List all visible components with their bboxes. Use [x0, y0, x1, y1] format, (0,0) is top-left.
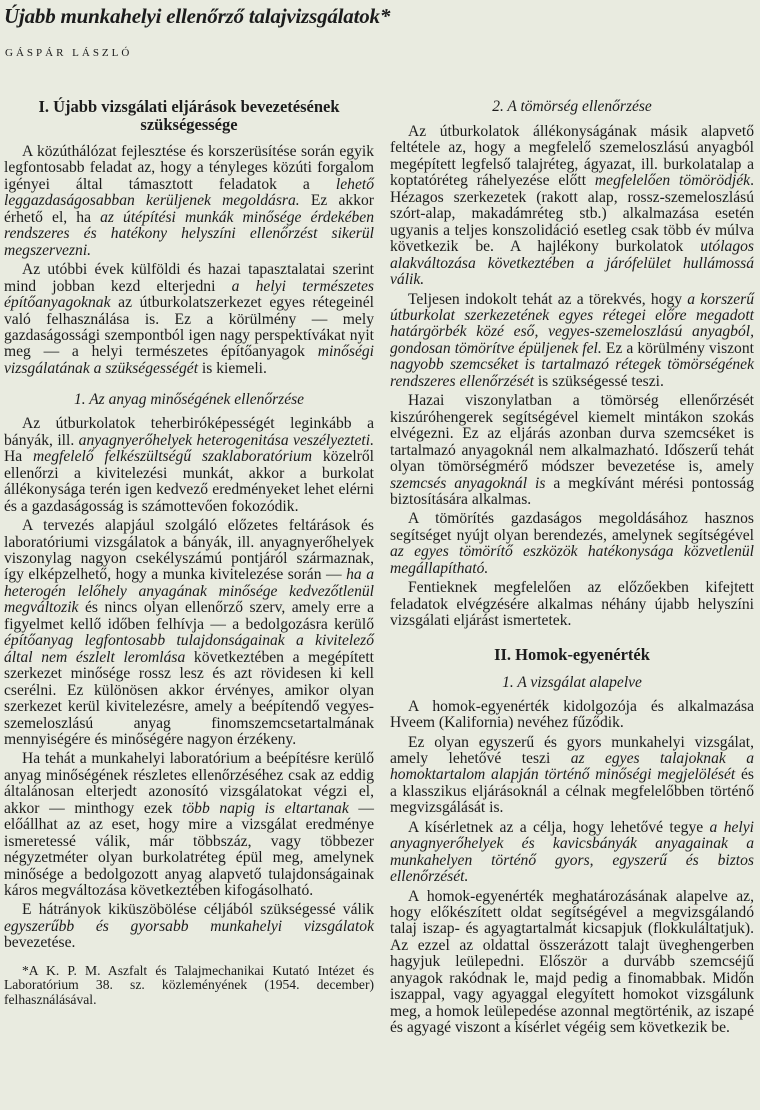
text-run: A kísérletnek az a célja, hogy lehetővé tegye	[408, 818, 710, 836]
paragraph	[4, 416, 374, 515]
text-run: Ez akkor érhető el, ha	[4, 192, 374, 226]
text-run: Az utóbbi évek külföldi és hazai tapasztalatai szerint mind jobban kezd elterjedni	[4, 261, 374, 295]
emphasis-text: a korszerű útburkolat szerkezetének egyes rétegei előre megadott határgörbék közé eső, vegyes-szemeloszlású anyagból, gondosan tömörítve épüljenek fel.	[390, 290, 754, 357]
text-run: Az útburkolatok állékonyságának másik alapvető feltétele az, hogy a megfelelő szemeloszlású anyagból megépített legfelső talajréteg, ágyazat, ill. burkolatalap a koptatóréteg ráhelyezése előtt	[390, 123, 754, 190]
text-run: az útburkolatszerkezet egyes rétegeinél való felhasználása is. Ez a körülmény — mely gazdaságossági szempontból igen nagy perspektívákat nyit meg — a helyi természetes építőanyagok	[4, 294, 374, 361]
text-run: — előállhat az az eset, hogy mire a vizsgálat eredménye ismeretessé válik, már többszáz, vagy többezer négyzetméter olyan burkolatréteg épül meg, amelynek minősége a bedolgozott anyag alapvető tulajdonságainak káros megváltozása következtében kifogásolható.	[4, 799, 374, 900]
footnote: *A K. P. M. Aszfalt és Talajmechanikai Kutató Intézet és Laboratórium 38. sz. közleményének (1954. december) felhasználásával.	[4, 962, 374, 1007]
emphasis-text: a helyi anyagnyerőhelyek és kavicsbányák anyagainak a munkahelyen történő gyors, egyszerű és biztos ellenőrzését.	[390, 818, 755, 886]
emphasis-text: egyszerűbb és gyorsabb munkahelyi vizsgálatok	[4, 917, 374, 935]
text-run: Ez a körülmény viszont	[601, 339, 754, 357]
text-run: a megkívánt mérési pontosság biztosítására alkalmas.	[390, 474, 754, 508]
emphasis-text: ha a heterogén lelőhely anyagának minősége kedvezőtlenül megváltozik	[4, 566, 374, 617]
text-run: Ha	[4, 448, 34, 466]
section-heading-2: II. Homok-egyenérték	[494, 644, 650, 664]
text-run: Teljesen indokolt tehát az a törekvés, hogy	[408, 290, 688, 308]
emphasis-text: lehető leggazdaságosabban kerüljenek megoldásra.	[4, 175, 374, 210]
emphasis-text: építőanyag legfontosabb tulajdonságainak a kivitelező által nem észlelt leromlása	[4, 632, 374, 666]
text-run: A homok-egyenérték kidolgozója és alkalmazása Hveem (Kalifornia) nevéhez fűződik.	[390, 697, 754, 732]
section-heading-1: I. Újabb vizsgálati eljárások bevezetésének szükségessége	[38, 97, 340, 134]
paragraph	[390, 820, 754, 886]
paragraph	[4, 902, 374, 951]
subsection-heading-3: 1. A vizsgálat alapelve	[502, 673, 642, 691]
emphasis-text: utólagos alakváltozása következtében a járófelület hullámossá válik.	[390, 238, 754, 289]
paragraph	[390, 511, 754, 577]
emphasis-text: megfelelő felkészültségű szaklaboratórium	[33, 448, 313, 466]
text-run: közelről ellenőrzi a kivitelezési munkát, akkor a burkolat állékonysága terén igen kedvező eredményeket lehet elérni és a gazdaságosság is számottevően fokozódik.	[4, 448, 374, 515]
article-title: Újabb munkahelyi ellenőrző talajvizsgálatok*	[4, 4, 391, 28]
text-run: A tömörítés gazdaságos megoldásához hasznos segítséget nyújt olyan berendezés, amelynek segítségével	[390, 510, 754, 544]
paragraph	[4, 262, 374, 377]
emphasis-text: minőségi vizsgálatának a szükségességét	[4, 343, 374, 377]
text-run: E hátrányok kiküszöbölése céljából szükségessé válik	[22, 901, 374, 919]
text-run: Hazai viszonylatban a tömörség ellenőrzését kiszúróhengerek segítségével kiemelt mintákon szokás elvégezni. Ez az eljárás azonban durva szemcséket is tartalmazó anyagoknál nem alkalmazható. Időszerű tehát olyan tömörségmérő módszer bevezetése is, amely	[390, 392, 754, 476]
text-run: Fentieknek megfelelően az előzőekben kifejtett feladatok elvégzésére alkalmas néhány újabb helyszíni vizsgálati eljárást ismertetek.	[390, 579, 754, 630]
right-column	[390, 92, 754, 1040]
text-run: Az útburkolatok teherbiróképességét leginkább a bányák, ill.	[4, 415, 374, 449]
text-run: és nincs olyan ellenőrző szerv, amely erre a figyelmet kellő időben felhívja — a bedolgozásra kerülő	[4, 599, 374, 633]
text-run: . Hézagos szerkezetek (rakott alap, rossz-szemeloszlású szórt-alap, makadámréteg stb.) alkalmazása esetén ugyanis a teljes konszolidáció esetleg csak több év múlva következik be. A hajlékony burkolatok	[390, 172, 754, 256]
text-run: Ez olyan egyszerű és gyors munkahelyi vizsgálat, amely lehetővé teszi	[390, 733, 754, 767]
emphasis-text: az egyes talajoknak a homoktartalom alapján történő minőségi megjelölését	[390, 749, 754, 784]
emphasis-text: több napig is eltartanak	[182, 799, 349, 817]
text-run: is szükségessé teszi.	[533, 372, 664, 390]
paragraph	[390, 699, 754, 732]
text-run: is kiemeli.	[198, 359, 267, 377]
emphasis-text: az útépítési munkák minősége érdekében rendszeres és hatékony helyszíni ellenőrzést sikerül megszervezni.	[4, 208, 375, 259]
paragraph	[390, 393, 754, 508]
paragraph	[4, 518, 374, 748]
emphasis-text: az egyes tömörítő eszközök hatékonysága közvetlenül megállapítható.	[390, 543, 754, 577]
paragraph	[390, 124, 754, 289]
paragraph	[390, 735, 754, 817]
paragraph	[390, 889, 754, 1037]
text-run: A homok-egyenérték meghatározásának alapelve az, hogy előkészített oldat segítségével a megvizsgálandó talaj iszap- és agyagtartalmát kicsapjuk (flokkuláltatjuk). Az ezzel az oldattal összerázott talajt üveghengerben hagyjuk leülepedni. Először a durvább szemcséjű anyagok rakódnak le, majd pedig a finomabbak. Midőn iszappal, vagy agyaggal elegyített homokot vizsgálunk meg, a homok leülepedése azonnal megtörténik, az iszapé és agyagé viszont a kísérlet végéig sem következik be.	[390, 887, 754, 1037]
emphasis-text: a helyi természetes építőanyagoknak	[4, 277, 374, 312]
emphasis-text: megfelelően tömörödjék	[594, 172, 751, 190]
text-run: A tervezés alapjául szolgáló előzetes feltárások és laboratóriumi vizsgálatok a bányák, ill. anyagnyerőhelyek viszonylag nagyon csekélyszámú pontjáról származnak, így elképzelhető, hogy a munka kivitelezése során —	[4, 517, 374, 584]
text-run: következtében a megépített szerkezet minősége rossz lesz és azt rövidesen ki kell cserélni. Ez különösen akkor érvényes, amikor olyan szerkezet kerül kivitelezésre, amely a beépítendő vegyes-szemeloszlású anyag finomszemcsetartalmának mennyiségére és minőségére nagyon érzékeny.	[4, 648, 374, 748]
emphasis-text: nagyobb szemcséket is tartalmazó rétegek tömörségének rendszeres ellenőrzését	[390, 356, 754, 390]
paragraph	[4, 144, 374, 259]
paragraph	[390, 292, 754, 391]
paragraph	[4, 751, 374, 899]
left-column	[4, 92, 374, 1007]
text-run: A közúthálózat fejlesztése és korszerüsítése során egyik legfontosabb feladat az, hogy a tényleges közúti forgalom igényei által támasztott feladatok a	[4, 143, 374, 193]
paragraph	[390, 580, 754, 629]
subsection-heading-2: 2. A tömörség ellenőrzése	[492, 98, 652, 115]
text-run: bevezetése.	[4, 934, 76, 952]
emphasis-text: szemcsés anyagoknál is	[390, 474, 546, 492]
author-name: GÁSPÁR LÁSZLÓ	[5, 47, 133, 59]
text-run: Ha tehát a munkahelyi laboratórium a beépítésre kerülő anyag minőségének részletes ellenőrzéséhez csak az eddig általánosan elterjedt azonosító vizsgálatokat végzi el, akkor — minthogy ezek	[4, 750, 374, 817]
text-run: és a klasszikus eljárásoknál a célnak megfelelőbben történő megvizsgálását is.	[390, 766, 754, 817]
subsection-heading-1: 1. Az anyag minőségének ellenőrzése	[73, 391, 304, 409]
emphasis-text: anyagnyerőhelyek heterogenitása veszélyezteti.	[78, 431, 374, 449]
